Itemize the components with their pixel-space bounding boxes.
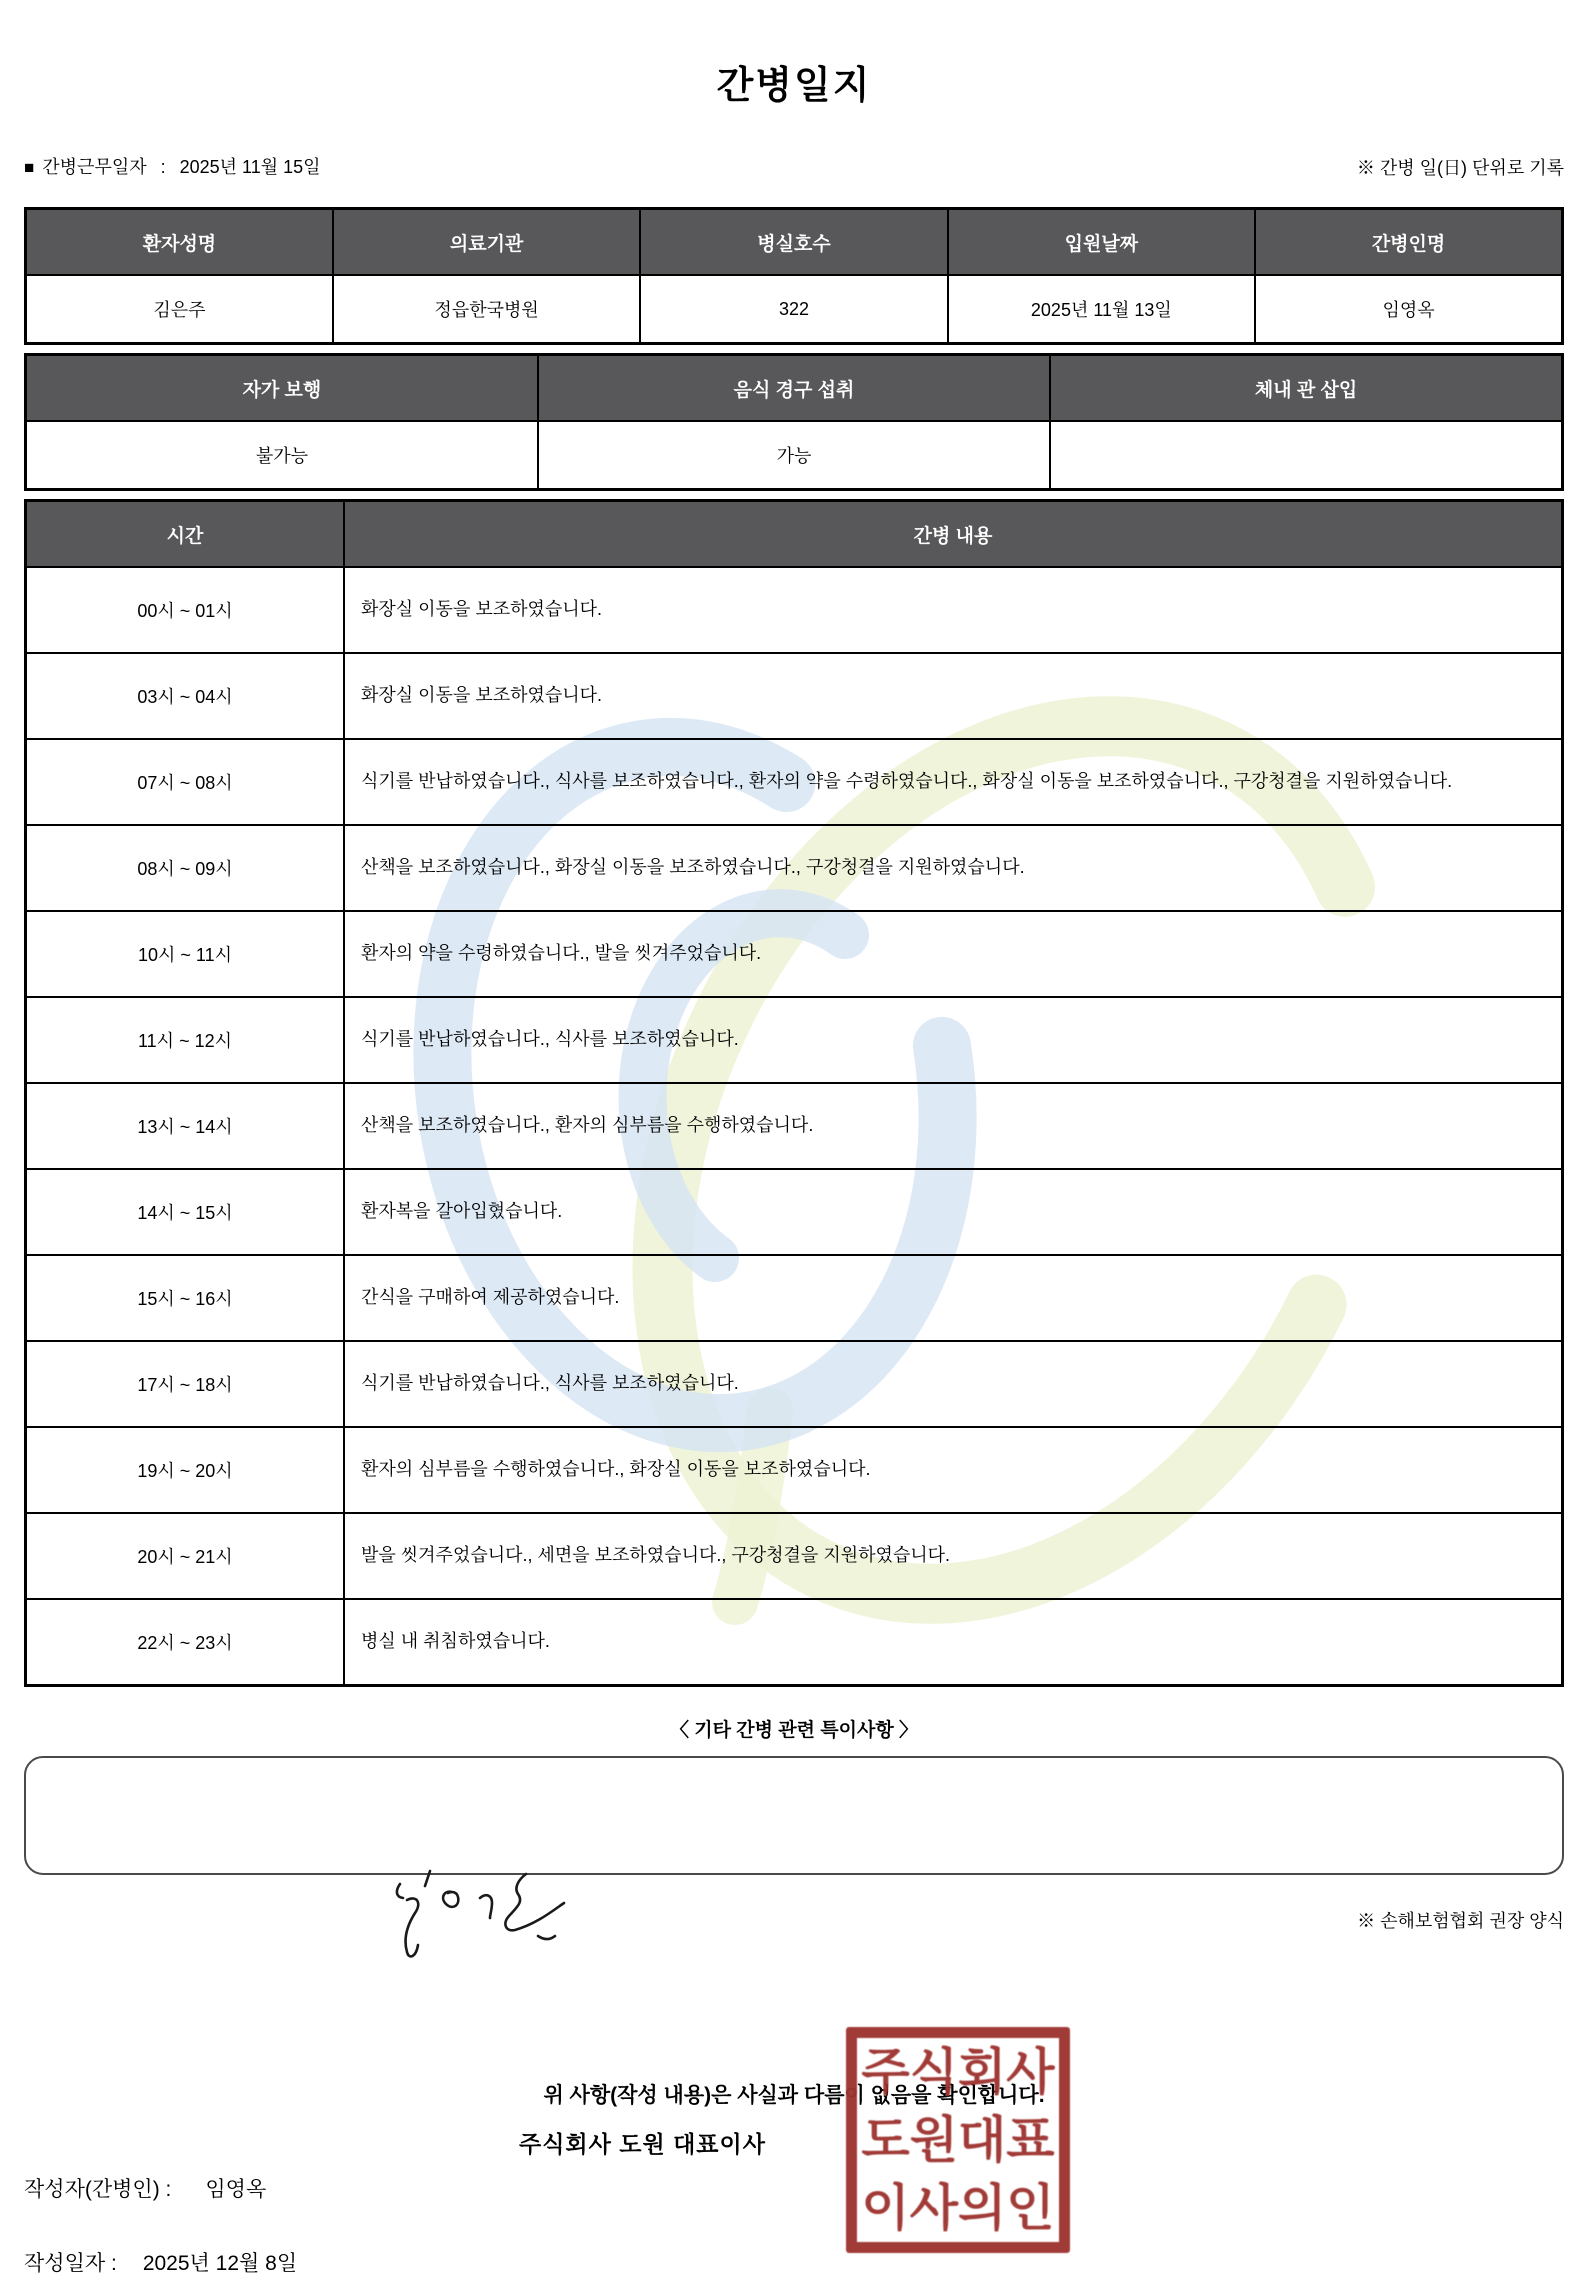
care-row	[26, 911, 1563, 997]
care-content-cell: 식기를 반납하였습니다., 식사를 보조하였습니다.	[344, 1341, 1563, 1427]
written-date-value: 2025년 12월 8일	[142, 2252, 298, 2275]
patient-name-cell: 김은주	[26, 275, 333, 344]
time-cell: 03시 ~ 04시	[26, 653, 345, 739]
seal-row: 주식회사	[861, 2044, 1055, 2100]
care-row	[26, 1083, 1563, 1169]
special-notes-box	[24, 1756, 1564, 1875]
time-cell: 10시 ~ 11시	[26, 911, 345, 997]
caregiver-signature	[386, 1862, 576, 1967]
unit-note: ※ 간병 일(日) 단위로 기록	[1356, 158, 1564, 178]
company-line: 주식회사 도원 대표이사	[519, 2131, 766, 2157]
header-cell-care-content: 간병 내용	[344, 501, 1563, 568]
written-date-label: 작성일자 :	[24, 2252, 117, 2275]
care-row	[26, 1427, 1563, 1513]
time-cell: 14시 ~ 15시	[26, 1169, 345, 1255]
care-content-cell: 환자복을 갈아입혔습니다.	[344, 1169, 1563, 1255]
time-cell: 20시 ~ 21시	[26, 1513, 345, 1599]
hospital-cell: 정읍한국병원	[333, 275, 640, 344]
care-date-line	[24, 155, 321, 180]
caregiver-name-cell: 임영옥	[1255, 275, 1562, 344]
walking-cell: 불가능	[26, 421, 538, 490]
patient-value-row	[26, 275, 1563, 344]
care-content-cell: 식기를 반납하였습니다., 식사를 보조하였습니다.	[344, 997, 1563, 1083]
care-row	[26, 1341, 1563, 1427]
writer-name: 임영옥	[205, 2178, 267, 2201]
header-cell-hospital: 의료기관	[333, 209, 640, 276]
header-cell-admission-date: 입원날짜	[948, 209, 1255, 276]
care-content-cell: 발을 씻겨주었습니다., 세면을 보조하였습니다., 구강청결을 지원하였습니다.	[344, 1513, 1563, 1599]
header-cell-room: 병실호수	[640, 209, 947, 276]
page-title: 간병일지	[716, 65, 872, 107]
time-cell: 11시 ~ 12시	[26, 997, 345, 1083]
patient-header-row	[26, 209, 1563, 276]
tube-cell	[1050, 421, 1562, 490]
care-row	[26, 1599, 1563, 1686]
care-row	[26, 739, 1563, 825]
seal-row: 도원대표	[861, 2112, 1055, 2168]
care-header-row	[26, 501, 1563, 568]
care-content-cell: 식기를 반납하였습니다., 식사를 보조하였습니다., 환자의 약을 수령하였습니다., 화장실 이동을 보조하였습니다., 구강청결을 지원하였습니다.	[344, 739, 1563, 825]
care-content-cell: 화장실 이동을 보조하였습니다.	[344, 653, 1563, 739]
status-header-row	[26, 355, 1563, 422]
meta-row	[24, 155, 1564, 180]
patient-info-table	[24, 207, 1564, 345]
written-date-line	[24, 2247, 1564, 2277]
writer-label: 작성자(간병인) :	[24, 2178, 172, 2201]
time-cell: 19시 ~ 20시	[26, 1427, 345, 1513]
patient-status-table	[24, 353, 1564, 491]
care-content-cell: 산책을 보조하였습니다., 화장실 이동을 보조하였습니다., 구강청결을 지원하였습니다.	[344, 825, 1563, 911]
form-standard-note: ※ 손해보험협회 권장 양식	[1357, 1911, 1564, 1931]
care-row	[26, 825, 1563, 911]
header-cell-tube: 체내 관 삽입	[1050, 355, 1562, 422]
colon-separator: :	[160, 157, 166, 177]
time-cell: 13시 ~ 14시	[26, 1083, 345, 1169]
care-content-cell: 간식을 구매하여 제공하였습니다.	[344, 1255, 1563, 1341]
seal-row: 이사의인	[861, 2180, 1055, 2236]
care-log-table	[24, 499, 1564, 1687]
care-date-value: 2025년 11월 15일	[179, 157, 321, 177]
time-cell: 15시 ~ 16시	[26, 1255, 345, 1341]
time-cell: 07시 ~ 08시	[26, 739, 345, 825]
special-notes-heading: 〈 기타 간병 관련 특이사항 〉	[670, 1720, 918, 1741]
time-cell: 17시 ~ 18시	[26, 1341, 345, 1427]
status-value-row	[26, 421, 1563, 490]
care-row	[26, 653, 1563, 739]
time-cell: 22시 ~ 23시	[26, 1599, 345, 1686]
header-cell-oral-intake: 음식 경구 섭취	[538, 355, 1050, 422]
care-row	[26, 1513, 1563, 1599]
care-row	[26, 1255, 1563, 1341]
care-content-cell: 병실 내 취침하였습니다.	[344, 1599, 1563, 1686]
care-date-label: 간병근무일자	[42, 157, 147, 177]
care-content-cell: 산책을 보조하였습니다., 환자의 심부름을 수행하였습니다.	[344, 1083, 1563, 1169]
care-content-cell: 환자의 약을 수령하였습니다., 발을 씻겨주었습니다.	[344, 911, 1563, 997]
care-content-cell: 화장실 이동을 보조하였습니다.	[344, 567, 1563, 653]
care-row	[26, 567, 1563, 653]
confirmation-statement: 위 사항(작성 내용)은 사실과 다름이 없음을 확인합니다.	[543, 2084, 1045, 2107]
header-cell-patient-name: 환자성명	[26, 209, 333, 276]
care-row	[26, 1169, 1563, 1255]
time-cell: 00시 ~ 01시	[26, 567, 345, 653]
time-cell: 08시 ~ 09시	[26, 825, 345, 911]
care-row	[26, 997, 1563, 1083]
header-cell-caregiver: 간병인명	[1255, 209, 1562, 276]
square-bullet-icon: ■	[24, 158, 35, 177]
header-cell-time: 시간	[26, 501, 345, 568]
room-number-cell: 322	[640, 275, 947, 344]
admission-date-cell: 2025년 11월 13일	[948, 275, 1255, 344]
header-cell-walking: 자가 보행	[26, 355, 538, 422]
oral-intake-cell: 가능	[538, 421, 1050, 490]
care-content-cell: 환자의 심부름을 수행하였습니다., 화장실 이동을 보조하였습니다.	[344, 1427, 1563, 1513]
corporate-seal-stamp	[846, 2027, 1070, 2253]
writer-line	[24, 2173, 1564, 2203]
